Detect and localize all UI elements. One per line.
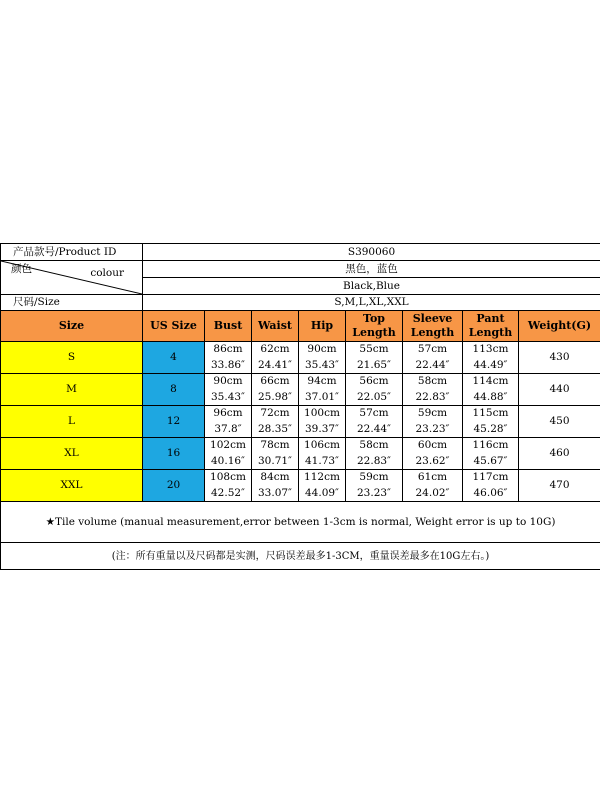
hip-cm: 112cm: [299, 470, 346, 486]
header-waist: Waist: [252, 311, 299, 342]
us-size-cell: 20: [143, 470, 205, 502]
bust-in: 37.8″: [205, 421, 252, 438]
waist-in: 33.07″: [252, 485, 299, 502]
pant-cm: 114cm: [463, 374, 519, 390]
weight-cell: 470: [519, 470, 600, 502]
hip-in: 44.09″: [299, 485, 346, 502]
top-cm: 55cm: [346, 342, 403, 358]
size-cell: XL: [1, 438, 143, 470]
hip-cm: 90cm: [299, 342, 346, 358]
product-id-label: 产品款号/Product ID: [1, 244, 143, 261]
sleeve-cm: 58cm: [403, 374, 463, 390]
hip-in: 41.73″: [299, 453, 346, 470]
sleeve-cm: 61cm: [403, 470, 463, 486]
product-id-value: S390060: [143, 244, 600, 261]
hip-in: 39.37″: [299, 421, 346, 438]
us-size-cell: 16: [143, 438, 205, 470]
weight-cell: 460: [519, 438, 600, 470]
waist-cm: 78cm: [252, 438, 299, 454]
size-list-row: [1, 295, 600, 311]
table-row: [1, 470, 600, 486]
bust-in: 33.86″: [205, 357, 252, 374]
header-weight: Weight(G): [519, 311, 600, 342]
waist-cm: 66cm: [252, 374, 299, 390]
color-label-en: colour: [90, 267, 124, 279]
weight-cell: 440: [519, 374, 600, 406]
footnote: (注：所有重量以及尺码都是实测，尺码误差最多1-3CM，重量误差最多在10G左右。): [1, 543, 600, 570]
size-cell: XXL: [1, 470, 143, 502]
pant-in: 44.49″: [463, 357, 519, 374]
bust-cm: 90cm: [205, 374, 252, 390]
hip-cm: 94cm: [299, 374, 346, 390]
size-list-value: S,M,L,XL,XXL: [143, 295, 600, 311]
waist-in: 25.98″: [252, 389, 299, 406]
bust-in: 42.52″: [205, 485, 252, 502]
color-cn-value: 黑色，蓝色: [143, 261, 600, 278]
pant-cm: 115cm: [463, 406, 519, 422]
bust-cm: 96cm: [205, 406, 252, 422]
size-list-label: 尺码/Size: [1, 295, 143, 311]
waist-in: 28.35″: [252, 421, 299, 438]
top-in: 21.65″: [346, 357, 403, 374]
size-chart-table: [0, 243, 600, 570]
table-row: [1, 342, 600, 358]
footnote-row: [1, 543, 600, 570]
size-cell: L: [1, 406, 143, 438]
header-hip: Hip: [299, 311, 346, 342]
sleeve-in: 22.44″: [403, 357, 463, 374]
color-label-cn: 颜色: [11, 263, 32, 275]
size-chart: [0, 243, 600, 570]
pant-in: 45.28″: [463, 421, 519, 438]
weight-cell: 450: [519, 406, 600, 438]
table-row: [1, 406, 600, 422]
top-cm: 56cm: [346, 374, 403, 390]
bust-cm: 108cm: [205, 470, 252, 486]
top-in: 22.05″: [346, 389, 403, 406]
waist-cm: 62cm: [252, 342, 299, 358]
top-in: 22.83″: [346, 453, 403, 470]
sleeve-cm: 59cm: [403, 406, 463, 422]
sleeve-cm: 57cm: [403, 342, 463, 358]
color-label-cell: [1, 261, 143, 295]
color-cn-row: [1, 261, 600, 278]
pant-in: 44.88″: [463, 389, 519, 406]
header-sleeve-length: Sleeve Length: [403, 311, 463, 342]
sleeve-in: 23.23″: [403, 421, 463, 438]
color-en-value: Black,Blue: [143, 278, 600, 295]
pant-in: 45.67″: [463, 453, 519, 470]
waist-in: 30.71″: [252, 453, 299, 470]
sleeve-cm: 60cm: [403, 438, 463, 454]
hip-cm: 106cm: [299, 438, 346, 454]
top-cm: 58cm: [346, 438, 403, 454]
top-cm: 57cm: [346, 406, 403, 422]
header-pant-length: Pant Length: [463, 311, 519, 342]
table-row: [1, 374, 600, 390]
us-size-cell: 12: [143, 406, 205, 438]
header-bust: Bust: [205, 311, 252, 342]
top-in: 23.23″: [346, 485, 403, 502]
waist-cm: 72cm: [252, 406, 299, 422]
hip-in: 37.01″: [299, 389, 346, 406]
bust-cm: 102cm: [205, 438, 252, 454]
header-size: Size: [1, 311, 143, 342]
pant-cm: 116cm: [463, 438, 519, 454]
size-cell: M: [1, 374, 143, 406]
hip-in: 35.43″: [299, 357, 346, 374]
pant-in: 46.06″: [463, 485, 519, 502]
header-top-length: Top Length: [346, 311, 403, 342]
sleeve-in: 24.02″: [403, 485, 463, 502]
sleeve-in: 22.83″: [403, 389, 463, 406]
product-id-row: [1, 244, 600, 261]
top-in: 22.44″: [346, 421, 403, 438]
top-cm: 59cm: [346, 470, 403, 486]
sleeve-in: 23.62″: [403, 453, 463, 470]
note-row: [1, 502, 600, 543]
pant-cm: 117cm: [463, 470, 519, 486]
us-size-cell: 4: [143, 342, 205, 374]
waist-cm: 84cm: [252, 470, 299, 486]
bust-cm: 86cm: [205, 342, 252, 358]
bust-in: 35.43″: [205, 389, 252, 406]
hip-cm: 100cm: [299, 406, 346, 422]
header-us-size: US Size: [143, 311, 205, 342]
header-row: [1, 311, 600, 342]
waist-in: 24.41″: [252, 357, 299, 374]
bust-in: 40.16″: [205, 453, 252, 470]
table-row: [1, 438, 600, 454]
us-size-cell: 8: [143, 374, 205, 406]
size-cell: S: [1, 342, 143, 374]
pant-cm: 113cm: [463, 342, 519, 358]
measurement-note: ★Tile volume (manual measurement,error between 1-3cm is normal, Weight error is up to 10G): [1, 502, 600, 543]
weight-cell: 430: [519, 342, 600, 374]
